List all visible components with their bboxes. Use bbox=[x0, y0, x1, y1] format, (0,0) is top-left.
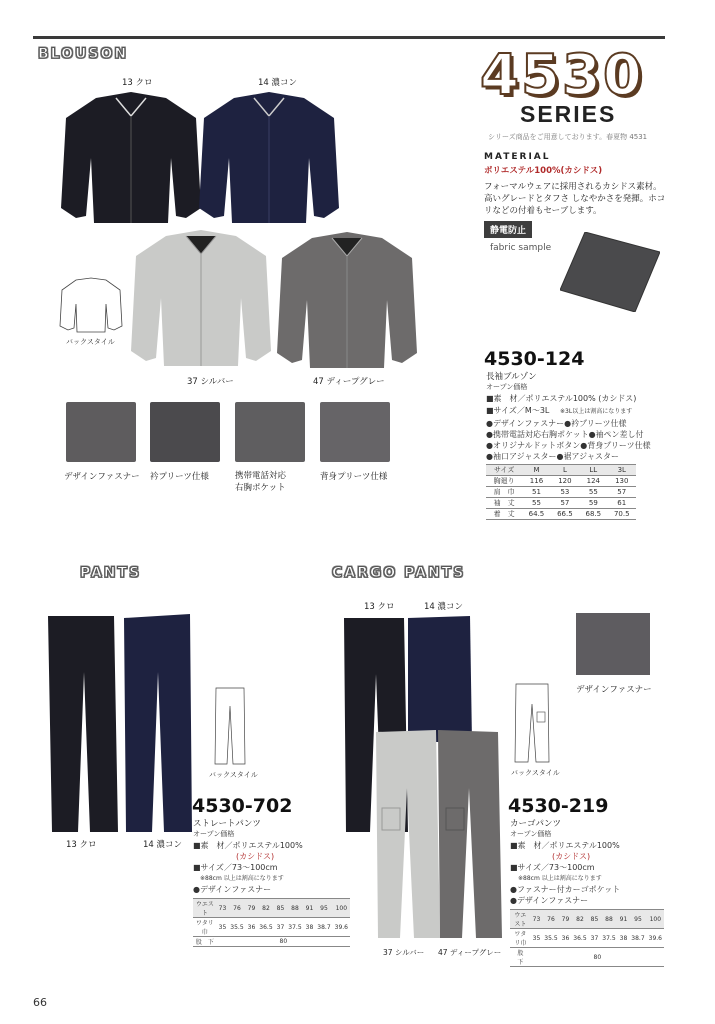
table-cell: 91 bbox=[618, 910, 630, 929]
table-cell: ウエスト bbox=[510, 910, 531, 929]
pants-price: オープン価格 bbox=[193, 830, 235, 838]
table-cell: 88 bbox=[600, 910, 617, 929]
table-row bbox=[510, 929, 664, 948]
fabric-sample-label: fabric sample bbox=[490, 243, 552, 253]
cargo-spec-size-note: ※88cm 以上は割高になります bbox=[518, 875, 602, 882]
pants-size-table bbox=[193, 898, 350, 947]
table-cell: 130 bbox=[608, 476, 636, 487]
pants-spec-material-2: (カシドス) bbox=[236, 852, 275, 861]
table-cell: M bbox=[522, 465, 550, 476]
table-cell: 肩 巾 bbox=[486, 487, 522, 498]
table-cell: 57 bbox=[551, 498, 579, 509]
table-cell: 35.5 bbox=[542, 929, 559, 948]
pants-back-style-label: バックスタイル bbox=[209, 771, 258, 779]
table-cell: 股 下 bbox=[193, 937, 217, 947]
blouson-spec-size-note: ※3L以上は割高になります bbox=[560, 408, 633, 415]
table-cell: 79 bbox=[246, 899, 258, 918]
blouson-feature-2: ●携帯電話対応右胸ポケット●袖ペン差し付 bbox=[486, 430, 644, 439]
detail-label-zipper: デザインファスナー bbox=[64, 472, 140, 482]
table-cell: 80 bbox=[217, 937, 350, 947]
table-cell: 胸廻り bbox=[486, 476, 522, 487]
table-cell: 70.5 bbox=[608, 509, 636, 520]
table-cell: 95 bbox=[629, 910, 646, 929]
cargo-navy-photo bbox=[404, 614, 476, 744]
table-cell: 57 bbox=[608, 487, 636, 498]
material-fabric: ポリエステル100%(カシドス) bbox=[484, 166, 603, 176]
table-cell: 73 bbox=[217, 899, 229, 918]
blouson-back-style-label: バックスタイル bbox=[66, 338, 115, 346]
section-title-blouson: BLOUSON bbox=[38, 46, 129, 62]
table-cell: 36.5 bbox=[257, 918, 274, 937]
table-row bbox=[486, 487, 636, 498]
section-title-pants: PANTS bbox=[80, 565, 142, 581]
table-cell: 88 bbox=[286, 899, 303, 918]
table-row bbox=[193, 937, 350, 947]
material-desc-1: フォーマルウェアに採用されるカシドス素材。 bbox=[484, 182, 662, 192]
table-cell: 85 bbox=[589, 910, 601, 929]
cargo-feature-2: ●デザインファスナー bbox=[510, 896, 589, 905]
blouson-feature-1: ●デザインファスナー●衿プリーツ仕様 bbox=[486, 419, 627, 428]
pants-product-name: ストレートパンツ bbox=[193, 819, 261, 829]
pants-navy-photo bbox=[118, 612, 198, 834]
table-cell: 59 bbox=[579, 498, 607, 509]
table-cell: 85 bbox=[275, 899, 287, 918]
table-cell: 35 bbox=[217, 918, 229, 937]
cargo-spec-size: ■サイズ／73～100cm bbox=[510, 863, 595, 872]
pants-spec-material: ■素 材／ポリエステル100% bbox=[193, 841, 303, 850]
detail-back-pleat-photo bbox=[320, 402, 390, 462]
table-row bbox=[193, 918, 350, 937]
detail-label-back-pleat: 背身プリーツ仕様 bbox=[320, 472, 388, 482]
table-cell: 116 bbox=[522, 476, 550, 487]
pants-back-sketch bbox=[212, 686, 248, 766]
cargo-color-14: 14 濃コン bbox=[424, 602, 464, 612]
cargo-spec-material: ■素 材／ポリエステル100% bbox=[510, 841, 620, 850]
blouson-feature-3: ●オリジナルドットボタン●背身プリーツ仕様 bbox=[486, 441, 651, 450]
table-cell: 53 bbox=[551, 487, 579, 498]
section-title-cargo: CARGO PANTS bbox=[332, 565, 466, 581]
table-cell: 着 丈 bbox=[486, 509, 522, 520]
table-cell: 80 bbox=[531, 948, 664, 967]
cargo-price: オープン価格 bbox=[510, 830, 552, 838]
table-row bbox=[486, 509, 636, 520]
blouson-navy-photo bbox=[194, 88, 344, 228]
table-cell: 袖 丈 bbox=[486, 498, 522, 509]
table-cell: ワタリ巾 bbox=[510, 929, 531, 948]
table-cell: 39.6 bbox=[333, 918, 350, 937]
detail-collar-photo bbox=[150, 402, 220, 462]
detail-zipper-photo bbox=[66, 402, 136, 462]
material-heading: MATERIAL bbox=[484, 152, 551, 162]
cargo-grey-photo bbox=[434, 728, 504, 940]
table-cell: LL bbox=[579, 465, 607, 476]
blouson-product-code: 4530-124 bbox=[484, 348, 585, 370]
table-cell: 79 bbox=[560, 910, 572, 929]
table-cell: 82 bbox=[571, 910, 588, 929]
top-rule bbox=[33, 36, 665, 39]
table-cell: 36.5 bbox=[571, 929, 588, 948]
table-cell: 68.5 bbox=[579, 509, 607, 520]
table-cell: 66.5 bbox=[551, 509, 579, 520]
material-desc-3: リなどの付着もセーブします。 bbox=[484, 206, 602, 216]
blouson-color-14: 14 濃コン bbox=[258, 78, 298, 88]
cargo-product-name: カーゴパンツ bbox=[510, 819, 562, 829]
table-cell: 73 bbox=[531, 910, 543, 929]
table-cell: 37 bbox=[589, 929, 601, 948]
table-cell: 37.5 bbox=[286, 918, 303, 937]
table-cell: 51 bbox=[522, 487, 550, 498]
table-cell: 37.5 bbox=[600, 929, 617, 948]
cargo-color-47: 47 ディープグレー bbox=[438, 948, 502, 957]
cargo-spec-material-2: (カシドス) bbox=[552, 852, 591, 861]
table-cell: 36 bbox=[560, 929, 572, 948]
table-row bbox=[510, 948, 664, 967]
blouson-spec-size: ■サイズ／M～3L bbox=[486, 406, 550, 415]
page-number: 66 bbox=[33, 996, 47, 1009]
table-cell: 95 bbox=[315, 899, 332, 918]
table-cell: 55 bbox=[522, 498, 550, 509]
table-cell: 39.6 bbox=[647, 929, 664, 948]
table-row bbox=[486, 476, 636, 487]
cargo-silver-photo bbox=[372, 728, 442, 940]
pants-spec-size: ■サイズ／73～100cm bbox=[193, 863, 278, 872]
series-number: 4530 bbox=[480, 43, 644, 108]
table-cell: 76 bbox=[228, 899, 245, 918]
material-desc-2: 高いグレードとタフさ しなやかさを発揮。ホコ bbox=[484, 194, 666, 204]
blouson-back-sketch bbox=[58, 276, 124, 334]
antistatic-badge: 静電防止 bbox=[484, 221, 532, 238]
table-row bbox=[486, 465, 636, 476]
table-row bbox=[193, 899, 350, 918]
cargo-product-code: 4530-219 bbox=[508, 795, 609, 817]
table-cell: 股 下 bbox=[510, 948, 531, 967]
table-cell: 38 bbox=[618, 929, 630, 948]
table-cell: 100 bbox=[647, 910, 664, 929]
detail-label-collar: 衿プリーツ仕様 bbox=[150, 472, 209, 482]
table-cell: 120 bbox=[551, 476, 579, 487]
table-cell: L bbox=[551, 465, 579, 476]
fabric-sample-image bbox=[560, 232, 660, 312]
blouson-feature-4: ●袖口アジャスター●裾アジャスター bbox=[486, 452, 619, 461]
table-cell: 64.5 bbox=[522, 509, 550, 520]
table-cell: 61 bbox=[608, 498, 636, 509]
table-cell: 91 bbox=[304, 899, 316, 918]
cargo-color-13: 13 クロ bbox=[364, 602, 395, 612]
table-cell: 37 bbox=[275, 918, 287, 937]
table-cell: ウエスト bbox=[193, 899, 217, 918]
table-cell: 38 bbox=[304, 918, 316, 937]
cargo-feature-1: ●ファスナー付カーゴポケット bbox=[510, 885, 621, 894]
cargo-color-37: 37 シルバー bbox=[383, 948, 425, 957]
table-cell: 82 bbox=[257, 899, 274, 918]
table-cell: ワタリ巾 bbox=[193, 918, 217, 937]
cargo-back-style-label: バックスタイル bbox=[511, 769, 560, 777]
table-cell: 100 bbox=[333, 899, 350, 918]
cargo-detail-label: デザインファスナー bbox=[576, 685, 652, 695]
table-cell: 38.7 bbox=[629, 929, 646, 948]
table-cell: 55 bbox=[579, 487, 607, 498]
table-cell: 36 bbox=[246, 918, 258, 937]
pants-color-13: 13 クロ bbox=[66, 840, 97, 850]
pants-black-photo bbox=[44, 612, 124, 834]
blouson-color-37: 37 シルバー bbox=[187, 377, 234, 387]
series-note: シリーズ商品をご用意しております。春夏物 4531 bbox=[488, 133, 648, 141]
blouson-price: オープン価格 bbox=[486, 383, 528, 391]
blouson-black-photo bbox=[56, 88, 206, 228]
blouson-silver-photo bbox=[126, 226, 276, 371]
cargo-back-sketch bbox=[512, 682, 552, 764]
table-cell: 76 bbox=[542, 910, 559, 929]
table-row bbox=[510, 910, 664, 929]
table-cell: サイズ bbox=[486, 465, 522, 476]
blouson-size-table bbox=[486, 464, 636, 520]
blouson-spec-material: ■素 材／ポリエステル100% (カシドス) bbox=[486, 394, 637, 403]
cargo-detail-photo bbox=[576, 613, 650, 675]
table-row bbox=[486, 498, 636, 509]
blouson-color-13: 13 クロ bbox=[122, 78, 153, 88]
table-cell: 35 bbox=[531, 929, 543, 948]
pants-color-14: 14 濃コン bbox=[143, 840, 183, 850]
table-cell: 124 bbox=[579, 476, 607, 487]
pants-feature-1: ●デザインファスナー bbox=[193, 885, 272, 894]
detail-label-pocket: 携帯電話対応 右胸ポケット bbox=[235, 471, 287, 493]
detail-pocket-photo bbox=[235, 402, 305, 462]
table-cell: 35.5 bbox=[228, 918, 245, 937]
series-word: SERIES bbox=[520, 101, 617, 127]
blouson-product-name: 長袖ブルゾン bbox=[486, 372, 537, 382]
table-cell: 3L bbox=[608, 465, 636, 476]
blouson-color-47: 47 ディープグレー bbox=[313, 377, 385, 387]
pants-spec-size-note: ※88cm 以上は割高になります bbox=[200, 875, 284, 882]
cargo-size-table bbox=[510, 909, 664, 967]
blouson-grey-photo bbox=[272, 228, 422, 373]
table-cell: 38.7 bbox=[315, 918, 332, 937]
pants-product-code: 4530-702 bbox=[192, 795, 293, 817]
